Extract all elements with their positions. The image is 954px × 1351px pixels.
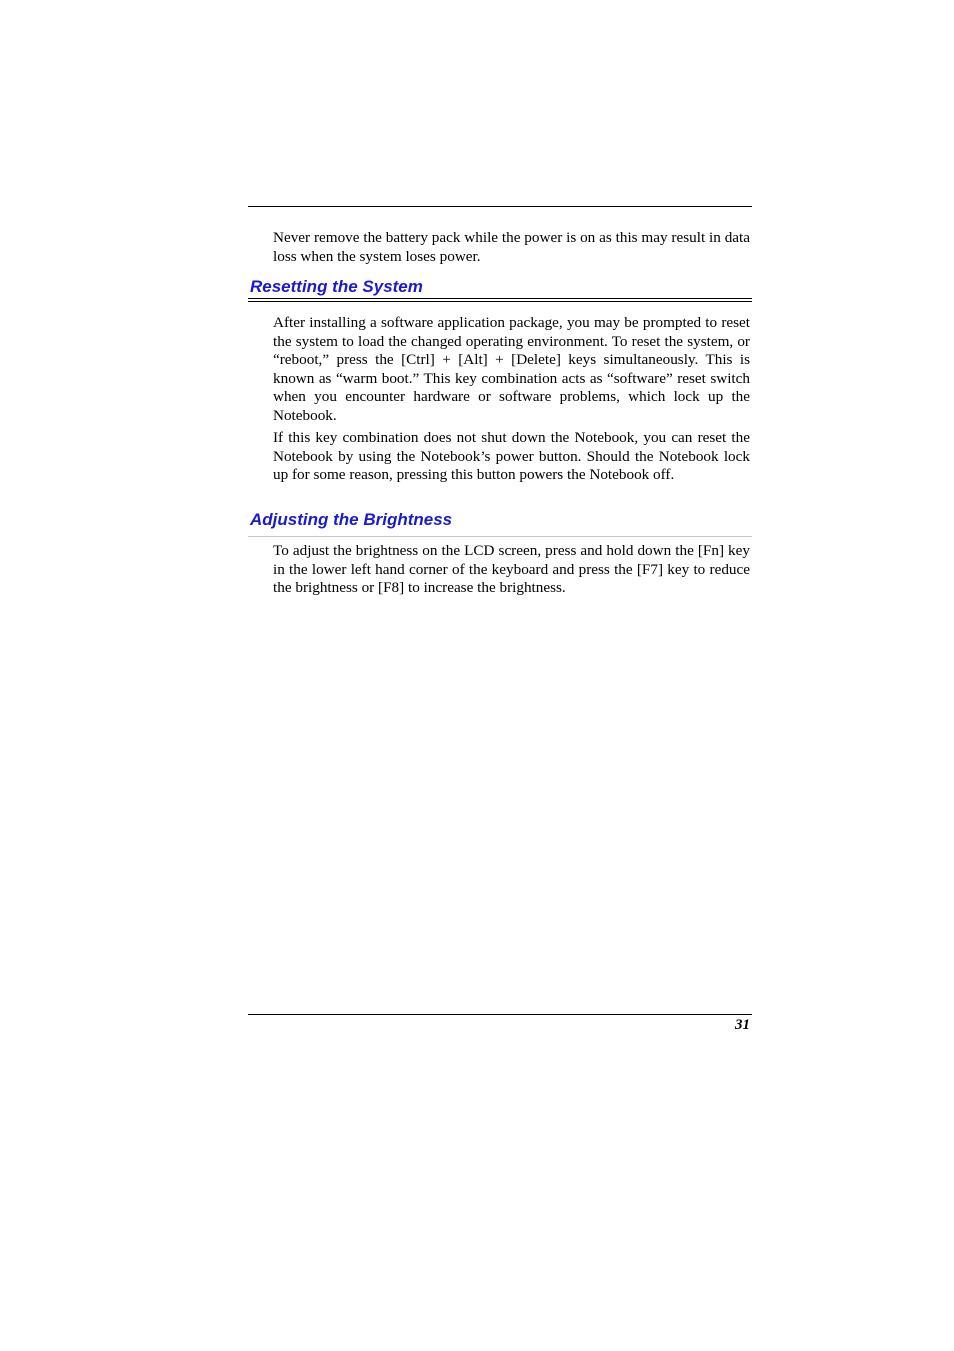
brightness-paragraph: To adjust the brightness on the LCD screen, press and hold down the [Fn] key in the lower left hand corner of the keyboard and press the [F7] key to reduce the brightness or [F8] to increase the brightness.	[273, 542, 750, 597]
footer-rule	[248, 1014, 752, 1015]
reset-paragraph-2: If this key combination does not shut down the Notebook, you can reset the Notebook by using the Notebook’s power button. Should the Notebook lock up for some reason, pressing this button powers the Notebook off.	[273, 429, 750, 484]
page-number: 31	[735, 1017, 750, 1033]
section-heading-resetting: Resetting the System	[250, 277, 423, 296]
section-rule-resetting	[248, 298, 752, 302]
top-rule	[248, 206, 752, 207]
reset-paragraph-1: After installing a software application package, you may be prompted to reset the system to load the changed operating environment. To reset the system, or “reboot,” press the [Ctrl] + [Alt] + [Delete] keys simultaneously. This is known as “warm boot.” This key combination acts as “software” reset switch when you encounter hardware or software problems, which lock up the Notebook.	[273, 314, 750, 424]
section-rule-brightness	[248, 536, 752, 537]
intro-paragraph: Never remove the battery pack while the power is on as this may result in data loss when the system loses power.	[273, 229, 750, 265]
section-heading-brightness: Adjusting the Brightness	[250, 510, 453, 529]
